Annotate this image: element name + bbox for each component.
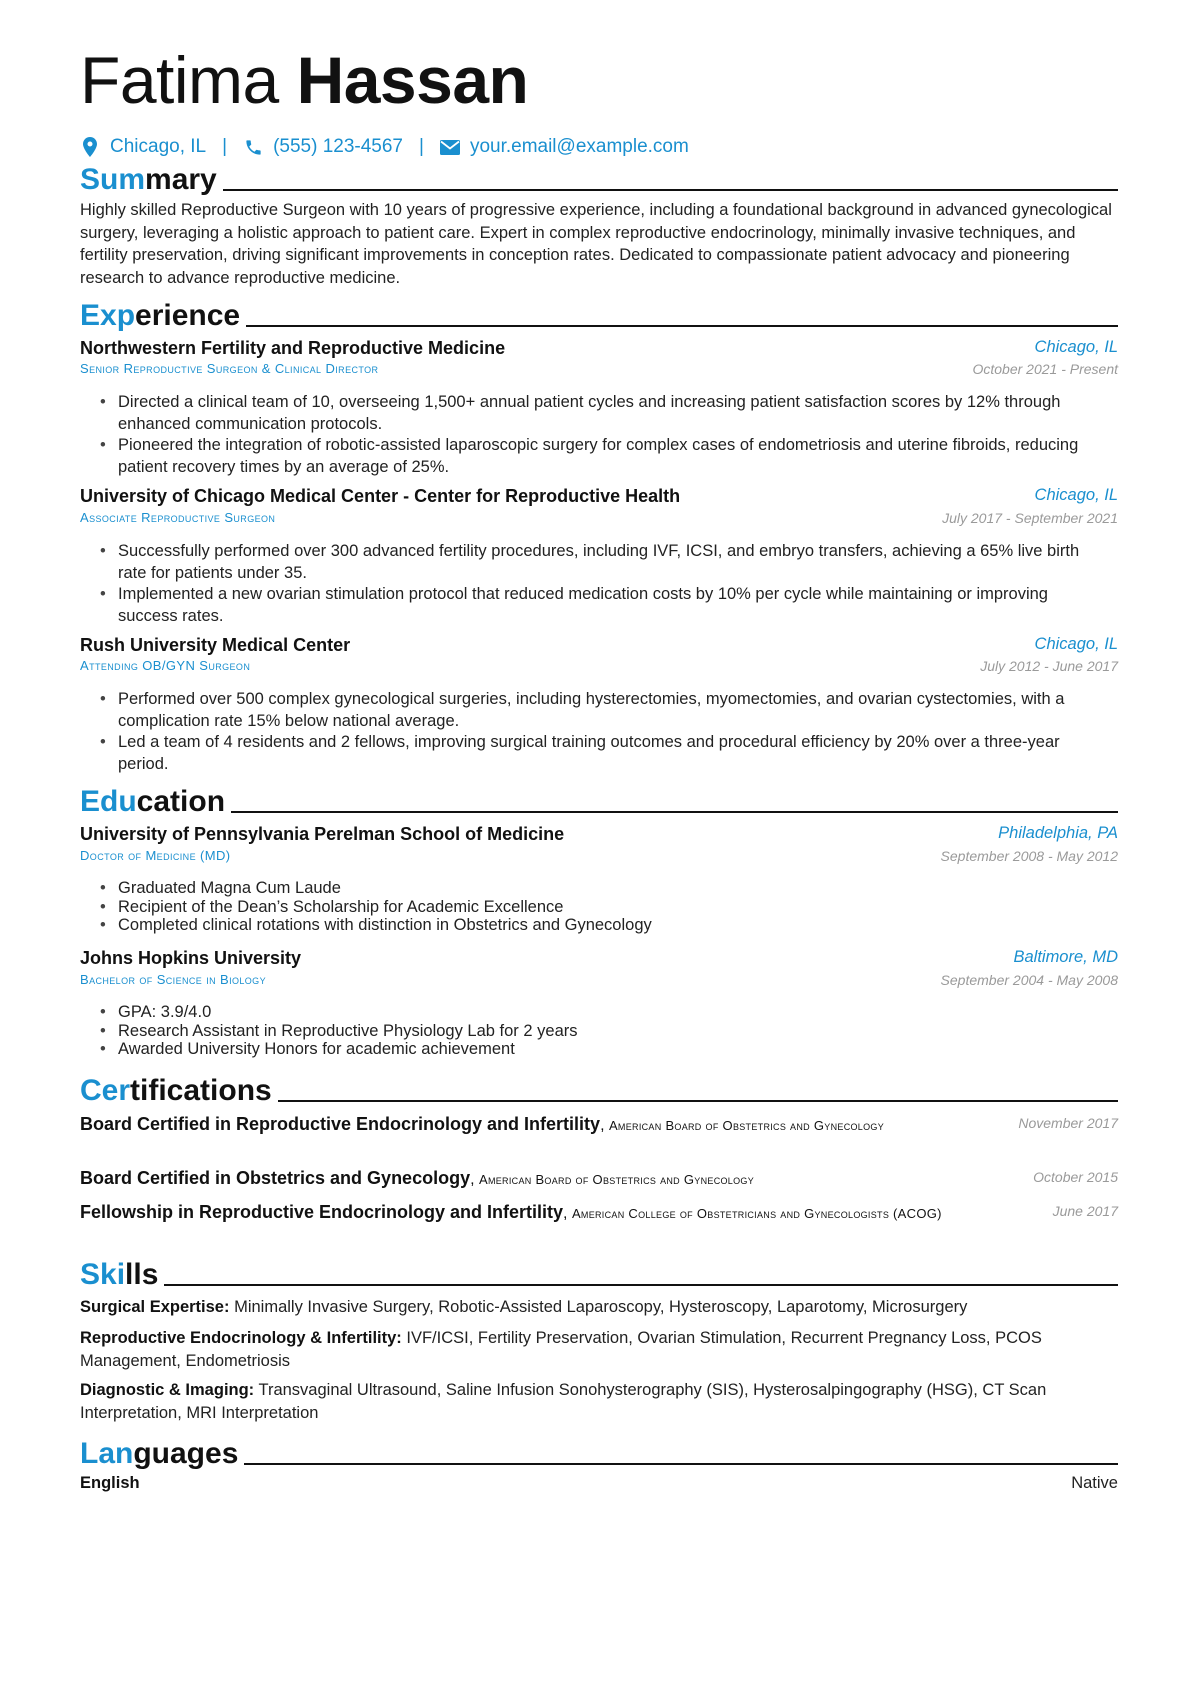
school-name: Johns Hopkins University <box>80 948 302 968</box>
job-title: Senior Reproductive Surgeon & Clinical Director <box>80 361 379 376</box>
job-title: Associate Reproductive Surgeon <box>80 510 276 525</box>
certification-name: Board Certified in Obstetrics and Gynecology <box>80 1168 471 1188</box>
education-dates: September 2004 - May 2008 <box>940 972 1118 988</box>
section-title: Skills <box>80 1258 159 1291</box>
phone-icon <box>243 136 263 158</box>
list-item: • Led a team of 4 residents and 2 fellows, improving surgical training outcomes and procedural efficiency by 20% over a three-year period. <box>100 732 1110 775</box>
skill-value: Transvaginal Ultrasound, Saline Infusion Sonohysterography (SIS), Hysterosalpingography (HSG), CT Scan Interpretation, MRI Interpretation <box>80 1381 1047 1422</box>
section-title: Certifications <box>80 1074 272 1107</box>
language-level: Native <box>1071 1474 1118 1492</box>
list-item: • Awarded University Honors for academic achievement <box>100 1040 1110 1059</box>
certification-item: Fellowship in Reproductive Endocrinology and Infertility, American College of Obstetricians and Gynecologists (ACOG) <box>80 1202 942 1222</box>
employer-name: Rush University Medical Center <box>80 635 351 655</box>
list-item: • Implemented a new ovarian stimulation protocol that reduced medication costs by 10% per cycle while maintaining or improving success rates. <box>100 584 1110 627</box>
job-bullets <box>100 392 1110 478</box>
section-rule <box>246 325 1118 327</box>
first-name: Fatima <box>80 43 279 117</box>
certification-date: June 2017 <box>1052 1203 1118 1219</box>
list-item: • GPA: 3.9/4.0 <box>100 1003 1110 1022</box>
last-name: Hassan <box>296 43 529 117</box>
employer-name: Northwestern Fertility and Reproductive Medicine <box>80 338 506 358</box>
section-rule <box>223 189 1118 191</box>
list-item: • Performed over 500 complex gynecological surgeries, including hysterectomies, myomectomies, and ovarian cystectomies, with a complication rate 15% below national average. <box>100 689 1110 732</box>
section-rule <box>231 811 1118 813</box>
email-text: your.email@example.com <box>469 136 689 157</box>
languages-section-header <box>80 1432 1118 1472</box>
list-item: • Directed a clinical team of 10, overseeing 1,500+ annual patient cycles and increasing patient satisfaction scores by 12% through enhanced communication protocols. <box>100 392 1110 435</box>
education-section-header <box>80 780 1118 820</box>
certification-item: Board Certified in Obstetrics and Gynecology, American Board of Obstetrics and Gynecology <box>80 1168 755 1188</box>
employer-name: University of Chicago Medical Center - Center for Reproductive Health <box>80 486 681 506</box>
resume-page <box>80 0 1118 1683</box>
section-title: Experience <box>80 299 241 332</box>
summary-section-header <box>80 158 1118 198</box>
language-name: English <box>80 1474 140 1492</box>
certification-item: Board Certified in Reproductive Endocrinology and Infertility, American Board of Obstetrics and Gynecology <box>80 1114 885 1134</box>
education-dates: September 2008 - May 2012 <box>940 848 1118 864</box>
list-item: • Recipient of the Dean’s Scholarship for Academic Excellence <box>100 898 1110 917</box>
experience-section-header <box>80 294 1118 334</box>
skill-row <box>80 1327 1118 1372</box>
list-item: • Pioneered the integration of robotic-assisted laparoscopic surgery for complex cases of endometriosis and uterine fibroids, reducing patient recovery times by an average of 25%. <box>100 435 1110 478</box>
school-location: Baltimore, MD <box>1013 948 1118 966</box>
separator: | <box>419 136 424 157</box>
job-dates: July 2012 - June 2017 <box>980 658 1118 674</box>
job-title: Attending OB/GYN Surgeon <box>80 658 251 673</box>
skill-row <box>80 1296 1118 1319</box>
skill-value: Minimally Invasive Surgery, Robotic-Assisted Laparoscopy, Hysteroscopy, Laparotomy, Microsurgery <box>234 1298 968 1316</box>
list-item: • Graduated Magna Cum Laude <box>100 879 1110 898</box>
contact-line <box>80 133 689 161</box>
certification-name: Board Certified in Reproductive Endocrinology and Infertility <box>80 1114 601 1134</box>
phone-text: (555) 123-4567 <box>273 136 403 157</box>
skill-label: Diagnostic & Imaging: <box>80 1381 255 1399</box>
job-dates: July 2017 - September 2021 <box>942 510 1118 526</box>
skill-value: IVF/ICSI, Fertility Preservation, Ovarian Stimulation, Recurrent Pregnancy Loss, PCOS Management, Endometriosis <box>80 1329 1042 1370</box>
list-item: • Completed clinical rotations with distinction in Obstetrics and Gynecology <box>100 916 1110 935</box>
employer-location: Chicago, IL <box>1034 635 1118 653</box>
certification-date: October 2015 <box>1033 1169 1118 1185</box>
section-rule <box>244 1463 1118 1465</box>
person-name <box>80 42 528 118</box>
skill-label: Reproductive Endocrinology & Infertility: <box>80 1329 402 1347</box>
skill-label: Surgical Expertise: <box>80 1298 230 1316</box>
employer-location: Chicago, IL <box>1034 486 1118 504</box>
certification-issuer: American Board of Obstetrics and Gynecology <box>478 1172 755 1187</box>
certification-issuer: American College of Obstetricians and Gynecologists (ACOG) <box>571 1206 942 1221</box>
section-title: Education <box>80 785 226 818</box>
school-name: University of Pennsylvania Perelman School of Medicine <box>80 824 565 844</box>
degree: Bachelor of Science in Biology <box>80 972 266 987</box>
certifications-section-header <box>80 1069 1118 1109</box>
education-bullets <box>100 879 1110 935</box>
education-bullets <box>100 1003 1110 1059</box>
certification-issuer: American Board of Obstetrics and Gynecology <box>608 1118 885 1133</box>
job-dates: October 2021 - Present <box>972 361 1118 377</box>
school-location: Philadelphia, PA <box>998 824 1118 842</box>
contact-phone[interactable] <box>243 136 403 158</box>
envelope-icon <box>440 136 460 158</box>
section-title: Languages <box>80 1437 239 1470</box>
certification-date: November 2017 <box>1018 1115 1118 1131</box>
section-rule <box>278 1100 1118 1102</box>
map-pin-icon <box>80 136 100 158</box>
skills-section-header <box>80 1253 1118 1293</box>
job-bullets <box>100 689 1110 775</box>
contact-email[interactable] <box>440 136 689 158</box>
certification-name: Fellowship in Reproductive Endocrinology and Infertility <box>80 1202 564 1222</box>
employer-location: Chicago, IL <box>1034 338 1118 356</box>
degree: Doctor of Medicine (MD) <box>80 848 231 863</box>
skill-row <box>80 1379 1118 1424</box>
job-bullets <box>100 541 1110 627</box>
list-item: • Successfully performed over 300 advanced fertility procedures, including IVF, ICSI, and embryo transfers, achieving a 65% live birth rate for patients under 35. <box>100 541 1110 584</box>
section-title: Summary <box>80 163 217 196</box>
section-rule <box>164 1284 1118 1286</box>
list-item: • Research Assistant in Reproductive Physiology Lab for 2 years <box>100 1022 1110 1041</box>
contact-location <box>80 136 206 158</box>
location-text: Chicago, IL <box>110 136 207 157</box>
summary-text: Highly skilled Reproductive Surgeon with 10 years of progressive experience, including a foundational background in advanced gynecological surgery, leveraging a holistic approach to patient care. Expert in complex reproductive endocrinology, minimally invasive techniques, and fertility preservation, driving significant improvements in conception rates. Dedicated to compassionate patient advocacy and pioneering research to advance reproductive medicine. <box>80 201 1112 287</box>
separator: | <box>222 136 228 157</box>
